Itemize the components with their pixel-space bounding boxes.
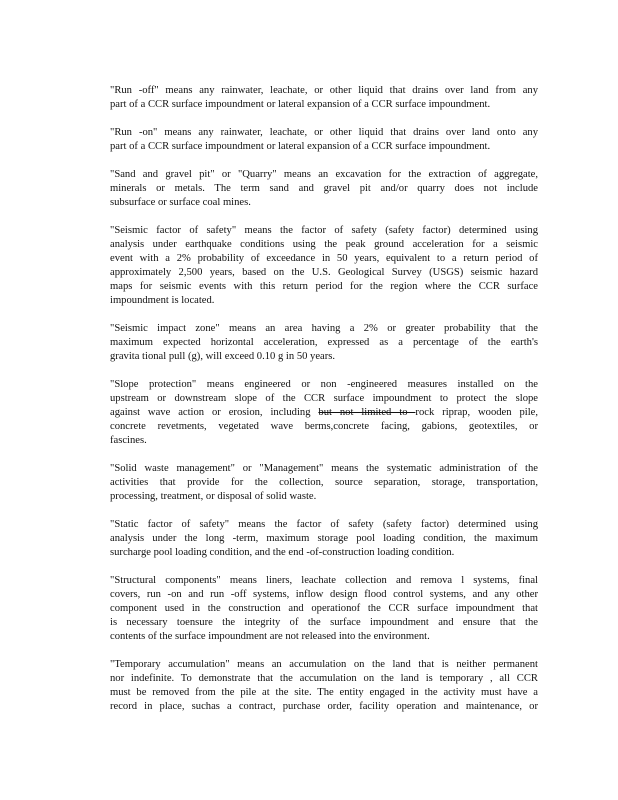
paragraph-line: analysis under earthquake conditions using the peak ground acceleration for a seismic [110, 239, 538, 250]
paragraph-line: "Run -on" means any rainwater, leachate, or other liquid that drains over land onto any [110, 127, 538, 138]
definition-paragraph-solid-waste-management [110, 462, 538, 504]
paragraph-line: concrete revetments, vegetated wave berms,concrete facing, gabions, geotextiles, or [110, 421, 538, 432]
paragraph-line: nor indefinite. To demonstrate that the accumulation on the land is temporary , all CCR [110, 673, 538, 684]
paragraph-line: upstream or downstream slope of the CCR surface impoundment to protect the slope [110, 393, 538, 404]
paragraph-line: "Slope protection" means engineered or non -engineered measures installed on the [110, 379, 538, 390]
paragraph-line: impoundment is located. [110, 295, 215, 306]
paragraph-line: maximum expected horizontal acceleration, expressed as a percentage of the earth's [110, 337, 538, 348]
paragraph-line: fascines. [110, 435, 147, 446]
definition-paragraph-run-on [110, 126, 538, 154]
definition-paragraph-seismic-factor-of-safety [110, 224, 538, 308]
paragraph-line: surcharge pool loading condition, and the end -of-construction loading condition. [110, 547, 455, 558]
paragraph-line: subsurface or surface coal mines. [110, 197, 251, 208]
paragraph-line: approximately 2,500 years, based on the U.S. Geological Survey (USGS) seismic hazard [110, 267, 538, 278]
paragraph-line: "Static factor of safety" means the factor of safety (safety factor) determined using [110, 519, 538, 530]
paragraph-line: processing, treatment, or disposal of solid waste. [110, 491, 317, 502]
paragraph-line: is necessary toensure the integrity of the surface impoundment and ensure that the [110, 617, 538, 628]
paragraph-line: "Structural components" means liners, leachate collection and remova l systems, final [110, 575, 538, 586]
paragraph-line: "Solid waste management" or "Management" means the systematic administration of the [110, 463, 538, 474]
paragraph-line: analysis under the long -term, maximum storage pool loading condition, the maximum [110, 533, 538, 544]
document-body [110, 84, 538, 728]
definition-paragraph-temporary-accumulation [110, 658, 538, 714]
definition-paragraph-structural-components [110, 574, 538, 644]
paragraph-line: covers, run -on and run -off systems, inflow design flood control systems, and any other [110, 589, 538, 600]
paragraph-line: "Run -off" means any rainwater, leachate, or other liquid that drains over land from any [110, 85, 538, 96]
paragraph-line: minerals or metals. The term sand and gravel pit and/or quarry does not include [110, 183, 538, 194]
paragraph-line: part of a CCR surface impoundment or lateral expansion of a CCR surface impoundment. [110, 99, 491, 110]
paragraph-line: activities that provide for the collection, source separation, storage, transportation, [110, 477, 538, 488]
paragraph-line: record in place, suchas a contract, purchase order, facility operation and maintenance, or [110, 701, 538, 712]
paragraph-line: must be removed from the pile at the site. The entity engaged in the activity must have a [110, 687, 538, 698]
paragraph-line: contents of the surface impoundment are not released into the environment. [110, 631, 430, 642]
definition-paragraph-static-factor-of-safety [110, 518, 538, 560]
paragraph-line: "Seismic factor of safety" means the factor of safety (safety factor) determined using [110, 225, 538, 236]
struck-text: but not limited to [318, 407, 416, 418]
paragraph-line: gravita tional pull (g), will exceed 0.10 g in 50 years. [110, 351, 336, 362]
paragraph-line: maps for seismic events with this return period for the region where the CCR surface [110, 281, 538, 292]
paragraph-line: component used in the construction and operationof the CCR surface impoundment that [110, 603, 538, 614]
definition-paragraph-sand-gravel-pit [110, 168, 538, 210]
paragraph-line: part of a CCR surface impoundment or lateral expansion of a CCR surface impoundment. [110, 141, 491, 152]
paragraph-line: "Temporary accumulation" means an accumulation on the land that is neither permanent [110, 659, 538, 670]
paragraph-line: event with a 2% probability of exceedance in 50 years, equivalent to a return period of [110, 253, 538, 264]
paragraph-line: against wave action or erosion, including but not limited to rock riprap, wooden pile, [110, 407, 539, 418]
definition-paragraph-slope-protection [110, 378, 538, 448]
definition-paragraph-run-off [110, 84, 538, 112]
definition-paragraph-seismic-impact-zone [110, 322, 538, 364]
paragraph-line: "Seismic impact zone" means an area having a 2% or greater probability that the [110, 323, 538, 334]
paragraph-line: "Sand and gravel pit" or "Quarry" means an excavation for the extraction of aggregate, [110, 169, 538, 180]
